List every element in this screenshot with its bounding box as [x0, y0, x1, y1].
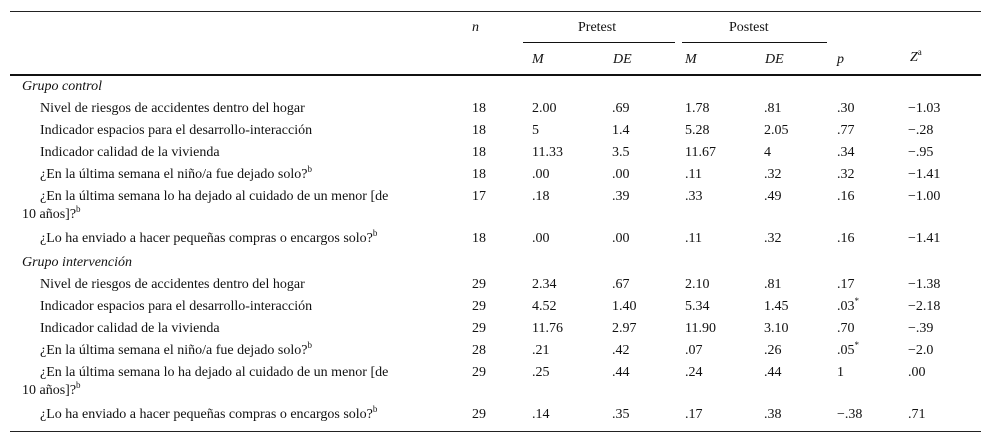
cell-de2: .81 — [764, 277, 782, 292]
cell-z: −1.41 — [908, 231, 941, 246]
cell-m2: 5.28 — [685, 123, 710, 138]
cell-m1: .18 — [532, 189, 550, 204]
row-label: ¿En la última semana lo ha dejado al cuidado de un menor [de 10 años]?$^b$ — [22, 189, 389, 222]
cell-m2: .17 — [685, 407, 703, 422]
group-heading: Grupo intervención — [22, 255, 133, 270]
header-m-postest: M — [685, 52, 697, 67]
cell-de1: .00 — [612, 167, 630, 182]
table-header-rule — [10, 74, 981, 76]
cell-n: 18 — [472, 123, 486, 138]
cell-de1: .42 — [612, 343, 630, 358]
table-top-rule — [10, 11, 981, 12]
row-label: Nivel de riesgos de accidentes dentro del hogar — [40, 277, 305, 292]
cell-m1: .25 — [532, 365, 550, 380]
cell-de2: .32 — [764, 231, 782, 246]
cell-z: −2.18 — [908, 299, 941, 314]
pretest-span-rule — [523, 42, 675, 43]
cell-p: .17 — [837, 277, 855, 292]
cell-m1: 11.76 — [532, 321, 563, 336]
cell-z: −.95 — [908, 145, 934, 160]
cell-p: −.38 — [837, 407, 863, 422]
header-p: p — [837, 52, 844, 67]
cell-p: .30 — [837, 101, 855, 116]
cell-z: .00 — [908, 365, 926, 380]
cell-de1: .00 — [612, 231, 630, 246]
cell-de1: .39 — [612, 189, 630, 204]
cell-p: .05* — [837, 340, 859, 358]
header-m-pretest: M — [532, 52, 544, 67]
header-postest: Postest — [729, 20, 769, 35]
cell-de1: 1.40 — [612, 299, 637, 314]
cell-n: 29 — [472, 299, 486, 314]
cell-n: 18 — [472, 101, 486, 116]
cell-m2: .11 — [685, 231, 702, 246]
cell-n: 29 — [472, 365, 486, 380]
cell-m2: 11.67 — [685, 145, 716, 160]
cell-de2: .38 — [764, 407, 782, 422]
cell-m1: 2.34 — [532, 277, 557, 292]
cell-n: 17 — [472, 189, 486, 204]
cell-de2: .26 — [764, 343, 782, 358]
cell-p: .77 — [837, 123, 855, 138]
cell-de1: 2.97 — [612, 321, 637, 336]
cell-p: 1 — [837, 365, 844, 380]
cell-m1: .00 — [532, 231, 550, 246]
cell-n: 18 — [472, 145, 486, 160]
cell-m1: 11.33 — [532, 145, 563, 160]
cell-de2: .49 — [764, 189, 782, 204]
cell-m2: 11.90 — [685, 321, 716, 336]
cell-z: −1.00 — [908, 189, 941, 204]
cell-de2: 3.10 — [764, 321, 789, 336]
header-pretest: Pretest — [578, 20, 617, 35]
cell-m1: 2.00 — [532, 101, 557, 116]
cell-m2: .33 — [685, 189, 703, 204]
row-label: Indicador espacios para el desarrollo-interacción — [40, 299, 313, 314]
row-label: Indicador calidad de la vivienda — [40, 145, 220, 160]
cell-m2: .11 — [685, 167, 702, 182]
cell-m1: .00 — [532, 167, 550, 182]
cell-n: 29 — [472, 321, 486, 336]
row-label: Indicador espacios para el desarrollo-interacción — [40, 123, 313, 138]
cell-m2: .07 — [685, 343, 703, 358]
header-de-pretest: DE — [613, 52, 632, 67]
cell-n: 18 — [472, 231, 486, 246]
header-z: $Z^a$ — [910, 47, 922, 65]
cell-p: .03* — [837, 296, 859, 314]
cell-z: .71 — [908, 407, 926, 422]
cell-m1: 4.52 — [532, 299, 557, 314]
cell-de1: 3.5 — [612, 145, 630, 160]
cell-z: −.28 — [908, 123, 934, 138]
cell-de2: 1.45 — [764, 299, 789, 314]
cell-m1: 5 — [532, 123, 539, 138]
cell-p: .32 — [837, 167, 855, 182]
row-label: ¿Lo ha enviado a hacer pequeñas compras o encargos solo?$^b$ — [40, 404, 378, 422]
cell-z: −1.41 — [908, 167, 941, 182]
cell-z: −2.0 — [908, 343, 934, 358]
row-label: Nivel de riesgos de accidentes dentro del hogar — [40, 101, 305, 116]
cell-m1: .14 — [532, 407, 550, 422]
cell-z: −1.38 — [908, 277, 941, 292]
cell-de2: .32 — [764, 167, 782, 182]
cell-de1: .67 — [612, 277, 630, 292]
postest-span-rule — [682, 42, 827, 43]
cell-n: 29 — [472, 407, 486, 422]
cell-p: .16 — [837, 189, 855, 204]
cell-m2: 2.10 — [685, 277, 710, 292]
row-label: Indicador calidad de la vivienda — [40, 321, 220, 336]
row-label: ¿En la última semana lo ha dejado al cuidado de un menor [de 10 años]?$^b$ — [22, 365, 389, 398]
group-heading: Grupo control — [22, 79, 102, 94]
cell-n: 18 — [472, 167, 486, 182]
cell-de1: .35 — [612, 407, 630, 422]
cell-de2: 4 — [764, 145, 771, 160]
cell-p: .34 — [837, 145, 855, 160]
cell-m1: .21 — [532, 343, 550, 358]
row-label: ¿En la última semana el niño/a fue dejado solo?$^b$ — [40, 340, 312, 358]
cell-m2: .24 — [685, 365, 703, 380]
cell-de1: .44 — [612, 365, 630, 380]
cell-m2: 5.34 — [685, 299, 710, 314]
header-n: n — [472, 20, 479, 35]
row-label: ¿En la última semana el niño/a fue dejado solo?$^b$ — [40, 164, 312, 182]
cell-de1: .69 — [612, 101, 630, 116]
table-bottom-rule — [10, 431, 981, 432]
cell-m2: 1.78 — [685, 101, 710, 116]
cell-n: 28 — [472, 343, 486, 358]
cell-n: 29 — [472, 277, 486, 292]
cell-z: −.39 — [908, 321, 934, 336]
cell-de2: .44 — [764, 365, 782, 380]
cell-de1: 1.4 — [612, 123, 630, 138]
cell-p: .16 — [837, 231, 855, 246]
cell-z: −1.03 — [908, 101, 941, 116]
cell-de2: 2.05 — [764, 123, 789, 138]
header-de-postest: DE — [765, 52, 784, 67]
cell-p: .70 — [837, 321, 855, 336]
row-label: ¿Lo ha enviado a hacer pequeñas compras o encargos solo?$^b$ — [40, 228, 378, 246]
cell-de2: .81 — [764, 101, 782, 116]
